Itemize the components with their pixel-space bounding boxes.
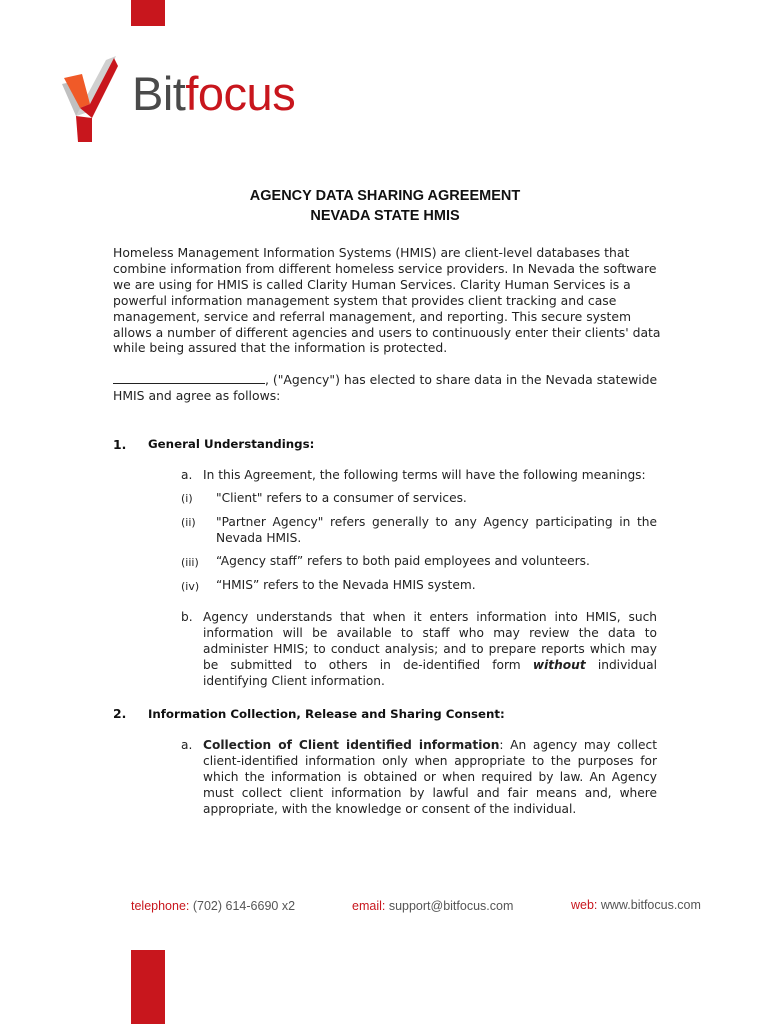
section-1-title: General Understandings: xyxy=(148,437,315,451)
section-2a-heading: Collection of Client identified information xyxy=(203,738,500,752)
def-text: “Agency staff” refers to both paid employees and volunteers. xyxy=(216,554,590,568)
section-1a-label: a. xyxy=(181,468,193,482)
section-1-number: 1. xyxy=(113,437,127,452)
document-title: AGENCY DATA SHARING AGREEMENT xyxy=(249,188,521,204)
bottom-red-bar xyxy=(131,950,165,1024)
section-2a-body: : An agency may collect client-identified information only when appropriate to the purposes for which the information is obtained or when required by law. An Agency must collect client information by lawful and fair means and, where appropriate, with the knowledge or consent of the individual. xyxy=(203,738,657,816)
def-text: “HMIS” refers to the Nevada HMIS system. xyxy=(216,578,476,592)
section-1b-label: b. xyxy=(181,610,193,624)
footer-email[interactable] xyxy=(352,899,513,913)
section-2-title: Information Collection, Release and Sharing Consent: xyxy=(148,707,505,721)
section-1b-text-part2: individual identifying Client information. xyxy=(203,657,657,688)
agency-statement xyxy=(113,372,661,404)
def-text: "Client" refers to a consumer of services. xyxy=(216,491,467,505)
agency-statement-text: , ("Agency") has elected to share data in the Nevada statewide HMIS and agree as follows: xyxy=(113,372,658,403)
checkmark-logo-icon xyxy=(62,56,132,146)
footer-web-value[interactable]: www.bitfocus.com xyxy=(597,898,701,912)
intro-paragraph: Homeless Management Information Systems (HMIS) are client-level databases that combine information from different homeless service providers. In Nevada the software we are using for HMIS is called Clarity Human Services. Clarity Human Services is a powerful information management system that provides client tracking and case management, service and referral management, and reporting. This secure system allows a number of different agencies and users to continuously enter their clients' data while being assured that the information is protected. xyxy=(113,245,661,356)
section-1b-text-part1: Agency understands that when it enters information into HMIS, such information will be available to staff who may review the data to administer HMIS; to conduct analysis; and to prepare reports which may be submitted to others in de-identified form xyxy=(203,610,657,672)
def-label: (iii) xyxy=(181,556,199,569)
section-2a-label: a. xyxy=(181,738,193,752)
footer-telephone-value: (702) 614-6690 x2 xyxy=(189,899,296,913)
footer-telephone-label: telephone: xyxy=(131,899,190,913)
def-text: "Partner Agency" refers generally to any Agency participating in the Nevada HMIS. xyxy=(216,515,657,545)
document-subtitle: NEVADA STATE HMIS xyxy=(310,208,460,224)
logo-word-bit: Bit xyxy=(132,67,186,120)
bitfocus-logo xyxy=(62,56,312,146)
logo-word-focus: focus xyxy=(185,67,296,120)
footer-web-label: web: xyxy=(571,898,598,912)
def-label: (iv) xyxy=(181,580,200,593)
section-1b-emphasis: without xyxy=(532,657,586,672)
section-2-number: 2. xyxy=(113,706,127,721)
footer-web[interactable] xyxy=(571,898,701,912)
agency-name-blank[interactable] xyxy=(113,372,265,384)
section-2a-text xyxy=(203,738,657,818)
footer-telephone xyxy=(131,899,295,913)
def-label: (ii) xyxy=(181,516,196,529)
footer-email-label: email: xyxy=(352,899,386,913)
footer-email-value[interactable]: support@bitfocus.com xyxy=(385,899,514,913)
def-label: (i) xyxy=(181,492,193,505)
top-red-bar xyxy=(131,0,165,26)
logo-wordmark xyxy=(132,64,295,124)
section-1b-text xyxy=(203,610,657,690)
section-1a-text: In this Agreement, the following terms will have the following meanings: xyxy=(203,468,646,482)
